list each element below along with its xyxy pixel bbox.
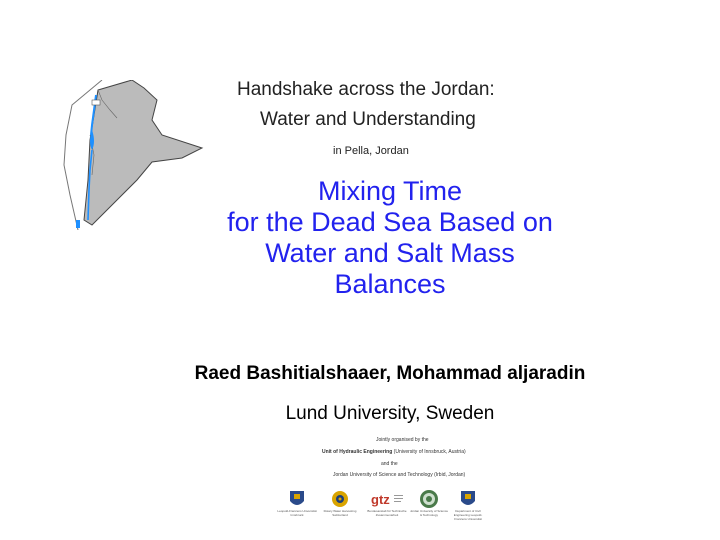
conference-title-line2: Water and Understanding [260,109,476,130]
logo-university-innsbruck-icon [286,489,308,509]
logo-caption: Leopold-Franzens Universität Innsbruck [277,509,317,517]
title-line: for the Dead Sea Based on [227,207,553,237]
logo-caption: Department of Civil Engineering Leopold-Franzens Universität [453,509,483,521]
logo-caption: Rotary Water Harvesting Switzerland [323,509,357,517]
logo-jordan-university-icon [418,489,440,509]
organizers-intro: Jointly organised by the [376,437,429,443]
organizer-2: Jordan University of Science and Technology (Irbid, Jordan) [333,472,466,478]
logo-civil-engineering-icon [457,489,479,509]
conference-location: in Pella, Jordan [333,145,409,157]
title-line: Balances [334,269,446,299]
presentation-title [150,176,630,300]
organizer-1-affiliation: (University of Innsbruck, Austria) [392,449,466,455]
title-line: Mixing Time [317,176,463,206]
conference-title-line1: Handshake across the Jordan: [237,79,495,100]
logo-rotary-icon [329,489,351,509]
logo-caption: Bundesanstalt für Technische Zusammenarbeit [367,509,407,517]
organizers-and: and the [381,461,398,467]
organizer-1 [322,449,466,455]
logo-gtz-icon [370,489,404,509]
organizer-1-name: Unit of Hydraulic Engineering [322,449,393,455]
svg-text:gtz: gtz [371,492,390,507]
affiliation: Lund University, Sweden [285,403,495,424]
logo-caption: Jordan University of Science & Technology [409,509,449,517]
authors: Raed Bashitialshaaer, Mohammad aljaradin [194,363,586,384]
title-line: Water and Salt Mass [265,238,515,268]
